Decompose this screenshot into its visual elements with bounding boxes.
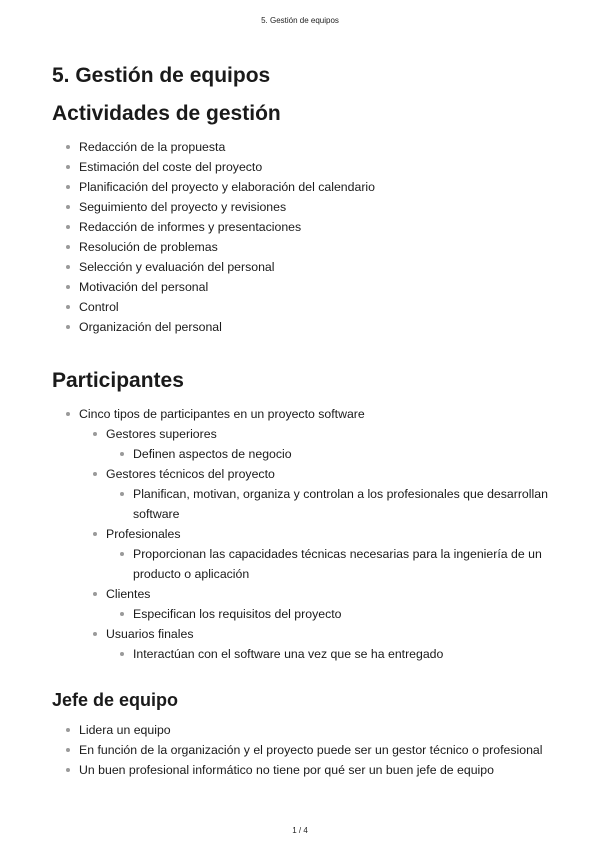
participant-detail-list (106, 484, 552, 524)
bullet-icon (120, 552, 124, 556)
bullet-icon (66, 245, 70, 249)
participants-list (52, 404, 552, 664)
list-item: Seguimiento del proyecto y revisiones (52, 197, 552, 217)
list-item: Motivación del personal (52, 277, 552, 297)
list-item: Clientes Especifican los requisitos del proyecto (79, 584, 552, 624)
team-leader-list (52, 720, 552, 780)
section-heading-participants: Participantes (52, 369, 184, 392)
list-item: Organización del personal (52, 317, 552, 337)
bullet-icon (120, 612, 124, 616)
list-item: Gestores superiores Definen aspectos de negocio (79, 424, 552, 464)
bullet-icon (66, 305, 70, 309)
bullet-icon (66, 728, 70, 732)
activities-list (52, 137, 552, 337)
section-heading-team-leader: Jefe de equipo (52, 690, 179, 710)
list-item: En función de la organización y el proyecto puede ser un gestor técnico o profesional (52, 740, 552, 760)
bullet-icon (93, 532, 97, 536)
participant-detail-list (106, 544, 552, 584)
list-item: Estimación del coste del proyecto (52, 157, 552, 177)
list-item: Definen aspectos de negocio (106, 444, 552, 464)
participant-detail-list (106, 644, 552, 664)
bullet-icon (93, 432, 97, 436)
bullet-icon (93, 472, 97, 476)
bullet-icon (120, 652, 124, 656)
list-item: Especifican los requisitos del proyecto (106, 604, 552, 624)
running-header: 5. Gestión de equipos (261, 16, 339, 25)
list-item: Lidera un equipo (52, 720, 552, 740)
bullet-icon (66, 748, 70, 752)
list-item: Redacción de la propuesta (52, 137, 552, 157)
bullet-icon (120, 492, 124, 496)
section-participants (52, 367, 552, 664)
bullet-icon (66, 412, 70, 416)
list-item: Interactúan con el software una vez que se ha entregado (106, 644, 552, 664)
bullet-icon (66, 165, 70, 169)
list-item: Planifican, motivan, organiza y controlan a los profesionales que desarrollan software (106, 484, 552, 524)
bullet-icon (66, 205, 70, 209)
list-item: Profesionales Proporcionan las capacidades técnicas necesarias para la ingeniería de un producto o aplicación (79, 524, 552, 584)
list-item: Planificación del proyecto y elaboración del calendario (52, 177, 552, 197)
bullet-icon (66, 225, 70, 229)
bullet-icon (93, 592, 97, 596)
list-item: Control (52, 297, 552, 317)
bullet-icon (66, 768, 70, 772)
list-item: Redacción de informes y presentaciones (52, 217, 552, 237)
bullet-icon (66, 185, 70, 189)
list-item: Cinco tipos de participantes en un proyecto software Gestores superiores Definen aspectos de negocio Gestores técnicos del proyecto Planifican, motivan, organiza y controlan a los profesionales que desarrollan software Profesionales Proporcionan las capacidades técnicas necesarias para la ingeniería de un producto o aplicación Clientes Especifican los requisitos del proyecto Usuarios finales Interactúan con el software una vez que se ha entregado (52, 404, 552, 664)
participant-types-list (79, 424, 552, 664)
bullet-icon (66, 265, 70, 269)
bullet-icon (66, 285, 70, 289)
page-number: 1 / 4 (292, 826, 308, 835)
section-heading-activities: Actividades de gestión (52, 102, 281, 125)
list-item: Selección y evaluación del personal (52, 257, 552, 277)
list-item: Un buen profesional informático no tiene por qué ser un buen jefe de equipo (52, 760, 552, 780)
bullet-icon (66, 325, 70, 329)
section-activities (52, 100, 552, 337)
participant-detail-list (106, 604, 552, 624)
list-item: Gestores técnicos del proyecto Planifican, motivan, organiza y controlan a los profesionales que desarrollan software (79, 464, 552, 524)
document-body (52, 62, 552, 810)
list-item: Proporcionan las capacidades técnicas necesarias para la ingeniería de un producto o aplicación (106, 544, 552, 584)
section-team-leader (52, 688, 552, 780)
bullet-icon (66, 145, 70, 149)
bullet-icon (120, 452, 124, 456)
participant-detail-list (106, 444, 552, 464)
list-item: Resolución de problemas (52, 237, 552, 257)
list-item: Usuarios finales Interactúan con el software una vez que se ha entregado (79, 624, 552, 664)
page-title: 5. Gestión de equipos (52, 64, 271, 87)
bullet-icon (93, 632, 97, 636)
